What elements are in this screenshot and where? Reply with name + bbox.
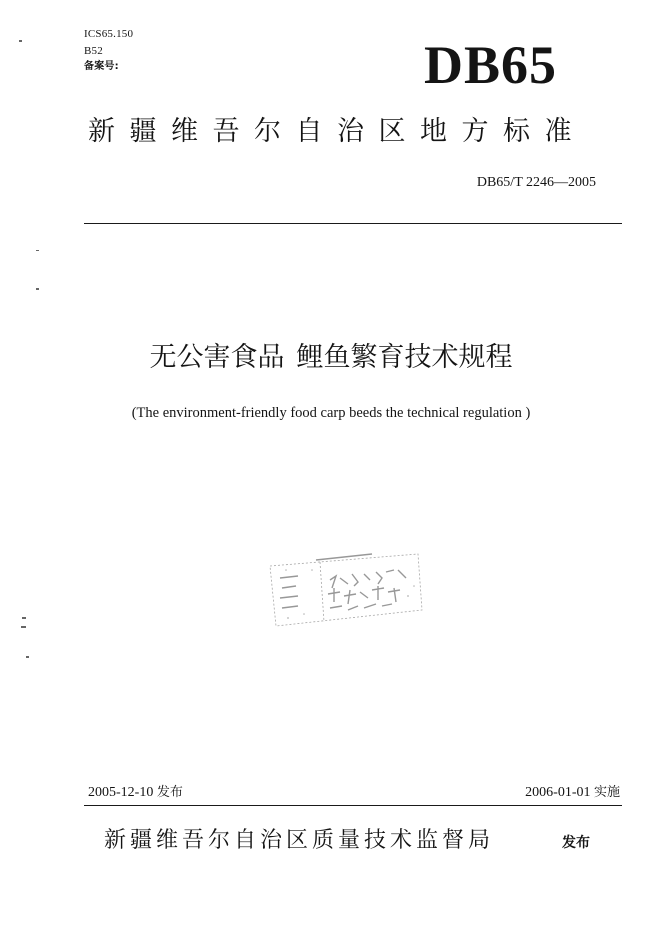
scan-speck bbox=[36, 250, 39, 251]
standard-code-logo: DB65 bbox=[424, 35, 558, 95]
document-title-cn bbox=[0, 344, 662, 371]
issuing-authority: 新疆维吾尔自治区质量技术监督局 bbox=[104, 828, 495, 853]
issue-date-line bbox=[88, 786, 183, 800]
document-title-en: (The environment-friendly food carp beeds the technical regulation ) bbox=[131, 405, 531, 421]
classification-code: B52 bbox=[84, 45, 103, 57]
implement-date: 2006-01-01 bbox=[525, 785, 591, 800]
issue-label: 发布 bbox=[156, 785, 183, 800]
implement-date-line bbox=[525, 786, 620, 800]
title-cn-part1: 无公害食品 bbox=[149, 342, 285, 373]
scan-speck bbox=[22, 617, 26, 619]
title-cn-part2: 鲤鱼繁育技术规程 bbox=[296, 342, 513, 373]
footer-divider bbox=[84, 805, 622, 806]
scan-speck bbox=[21, 626, 26, 628]
standard-number: DB65/T 2246—2005 bbox=[476, 175, 596, 190]
header-divider bbox=[84, 223, 622, 224]
standard-type-heading: 新疆维吾尔自治区地方标准 bbox=[88, 116, 586, 147]
implement-label: 实施 bbox=[593, 785, 620, 800]
scan-speck bbox=[26, 656, 29, 658]
issue-date: 2005-12-10 bbox=[88, 785, 154, 800]
issuing-authority-suffix: 发布 bbox=[562, 835, 590, 851]
scan-speck bbox=[19, 40, 22, 42]
record-number-label: 备案号: bbox=[84, 61, 119, 72]
library-stamp-icon bbox=[268, 548, 424, 630]
scan-speck bbox=[36, 288, 39, 290]
ics-code: ICS65.150 bbox=[84, 28, 134, 40]
